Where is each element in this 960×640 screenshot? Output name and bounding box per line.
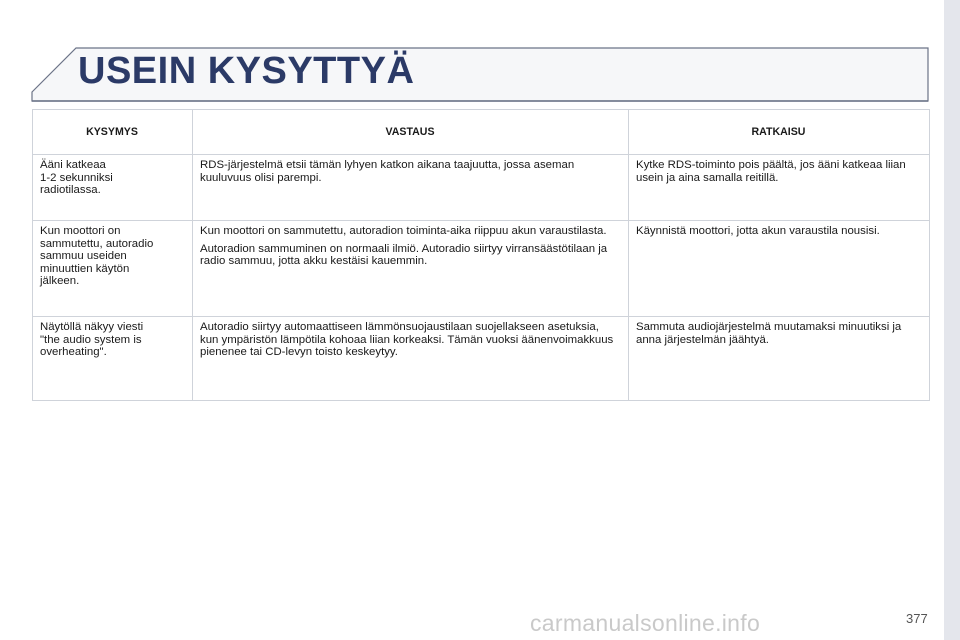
table-row — [33, 221, 930, 317]
column-header-solution: RATKAISU — [629, 110, 930, 155]
solution-cell: Kytke RDS-toiminto pois päältä, jos ääni katkeaa liian usein ja aina samalla reitillä. — [629, 155, 930, 221]
solution-cell: Käynnistä moottori, jotta akun varaustila nousisi. — [629, 221, 930, 317]
page-edge-strip — [944, 0, 960, 640]
question-line: minuuttien käytön — [40, 262, 130, 275]
question-line: overheating". — [40, 346, 107, 359]
answer-paragraph: Autoradion sammuminen on normaali ilmiö. Autoradio siirtyy virransäästötilaan ja radio sammuu, jotta akku kestäisi kauemmin. — [200, 242, 608, 268]
answer-paragraph: RDS-järjestelmä etsii tämän lyhyen katkon aikana taajuutta, jossa aseman kuuluvuus olisi parempi. — [200, 159, 575, 184]
question-line: Ääni katkeaa — [40, 159, 106, 171]
question-cell — [33, 221, 193, 317]
answer-cell — [193, 317, 629, 401]
question-line: "the audio system is — [40, 333, 142, 346]
question-line: sammutettu, autoradio — [40, 237, 154, 250]
question-cell — [33, 317, 193, 401]
watermark-text: carmanualsonline.info — [530, 610, 761, 636]
question-line: sammuu useiden — [40, 250, 127, 263]
question-line: Näytöllä näkyy viesti — [40, 321, 144, 333]
answer-paragraph: Autoradio siirtyy automaattiseen lämmönsuojaustilaan suojellakseen asetuksia, kun ympäristön lämpötila kohoaa liian korkeaksi. Tämän vuoksi äänenvoimakkuus pienenee tai CD-levyn toisto keskeytyy. — [200, 321, 614, 359]
table-row — [33, 155, 930, 221]
answer-paragraph: Kun moottori on sammutettu, autoradion toiminta-aika riippuu akun varaustilasta. — [200, 225, 607, 237]
question-line: Kun moottori on — [40, 225, 121, 237]
column-header-answer: VASTAUS — [193, 110, 629, 155]
table-row — [33, 317, 930, 401]
answer-cell — [193, 155, 629, 221]
page-number: 377 — [906, 611, 928, 626]
answer-cell — [193, 221, 629, 317]
faq-table — [32, 109, 930, 401]
table-header-row — [33, 110, 930, 155]
question-line: jälkeen. — [40, 275, 80, 288]
column-header-question: KYSYMYS — [33, 110, 193, 155]
page-title: USEIN KYSYTTYÄ — [78, 50, 415, 92]
question-line: 1-2 sekunniksi — [40, 171, 113, 184]
question-cell — [33, 155, 193, 221]
solution-cell: Sammuta audiojärjestelmä muutamaksi minuutiksi ja anna järjestelmän jäähtyä. — [629, 317, 930, 401]
question-line: radiotilassa. — [40, 184, 101, 197]
